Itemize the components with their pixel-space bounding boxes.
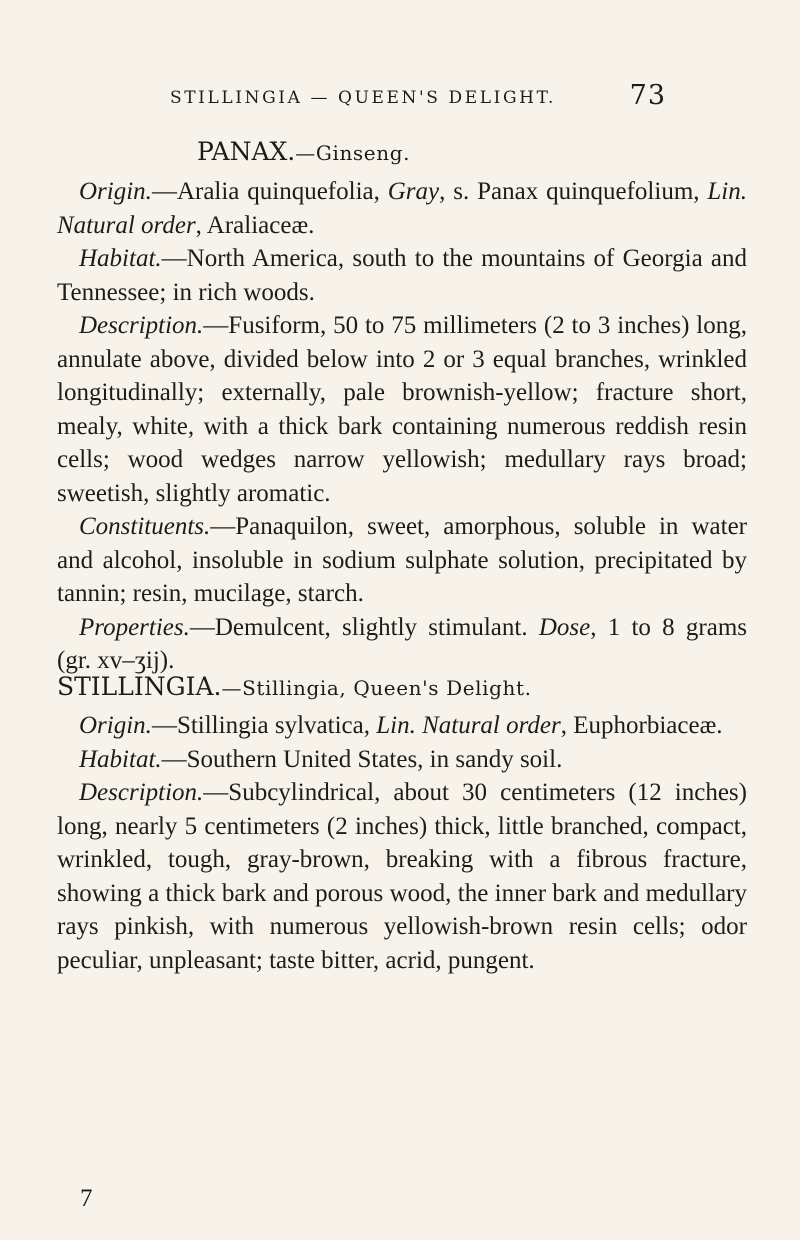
origin-label: Origin. — [79, 178, 152, 205]
origin-text: , Euphorbiaceæ. — [560, 712, 723, 739]
habitat-label: Habitat. — [79, 245, 162, 272]
habitat-paragraph — [57, 743, 747, 777]
habitat-label: Habitat. — [79, 745, 162, 773]
section-body-stillingia — [57, 709, 747, 977]
running-head: STILLINGIA — QUEEN'S DELIGHT. — [170, 88, 557, 108]
description-paragraph — [57, 776, 747, 977]
heading-sub: —Stillingia, Queen's Delight. — [221, 676, 532, 700]
origin-label: Origin. — [79, 712, 152, 739]
constituents-text: —Panaquilon, sweet, amorphous, soluble in water and alcohol, insoluble in sodium sulphate solution, precipitated by tannin; resin, mucilage, starch. — [57, 513, 747, 607]
habitat-paragraph — [57, 242, 747, 309]
origin-paragraph — [57, 709, 747, 743]
habitat-text: —Southern United States, in sandy soil. — [161, 745, 563, 773]
section-body-panax — [57, 175, 747, 678]
properties-label: Properties. — [79, 613, 190, 641]
dose-label: Dose — [538, 613, 591, 641]
origin-text: —Stillingia sylvatica, — [151, 712, 377, 739]
constituents-label: Constituents. — [79, 513, 211, 540]
heading-main: STILLINGIA. — [57, 672, 222, 701]
authority-lin: Lin. — [376, 712, 416, 739]
heading-sub: —Ginseng. — [295, 141, 411, 165]
origin-text: , Araliaceæ. — [195, 211, 315, 239]
description-text: —Subcylindrical, about 30 centimeters (12 inches) long, nearly 5 centimeters (2 inches) thick, little branched, compact, wrinkled, tough, gray-brown, breaking with a fibrous fracture, showing a thick bark and porous wood, the inner bark and medullary rays pinkish, with numerous yellowish-brown resin cells; odor peculiar, unpleasant; taste bitter, acrid, pungent. — [57, 779, 747, 974]
properties-text: —Demulcent, slightly stimulant. — [189, 613, 539, 641]
section-heading-panax — [197, 135, 410, 170]
signature-mark: 7 — [80, 1185, 93, 1212]
natural-order-label: Natural order — [57, 211, 196, 239]
properties-paragraph — [57, 611, 747, 678]
natural-order-label: Natural order — [422, 712, 561, 739]
section-heading-stillingia — [57, 670, 532, 705]
authority-gray: Gray — [387, 178, 440, 205]
origin-paragraph — [57, 175, 747, 242]
authority-lin: Lin. — [707, 178, 747, 205]
description-label: Description. — [79, 779, 204, 806]
origin-text: , s. Panax quinquefolium, — [439, 178, 708, 205]
page-number: 73 — [629, 80, 666, 111]
description-label: Description. — [79, 312, 204, 339]
description-paragraph — [57, 309, 747, 510]
dose-text: , 1 to 8 grams (gr. xv–ʒij). — [57, 613, 748, 674]
origin-text: —Aralia quinquefolia, — [151, 178, 388, 205]
heading-main: PANAX. — [197, 137, 296, 166]
constituents-paragraph — [57, 510, 747, 611]
habitat-text: —North America, south to the mountains of Georgia and Tennessee; in rich woods. — [57, 245, 747, 306]
description-text: —Fusiform, 50 to 75 millimeters (2 to 3 inches) long, annulate above, divided below into 2 or 3 equal branches, wrinkled longitudinally; externally, pale brownish-yellow; fracture short, mealy, white, with a thick bark containing numerous reddish resin cells; wood wedges narrow yellowish; medullary rays broad; sweetish, slightly aromatic. — [57, 312, 747, 507]
